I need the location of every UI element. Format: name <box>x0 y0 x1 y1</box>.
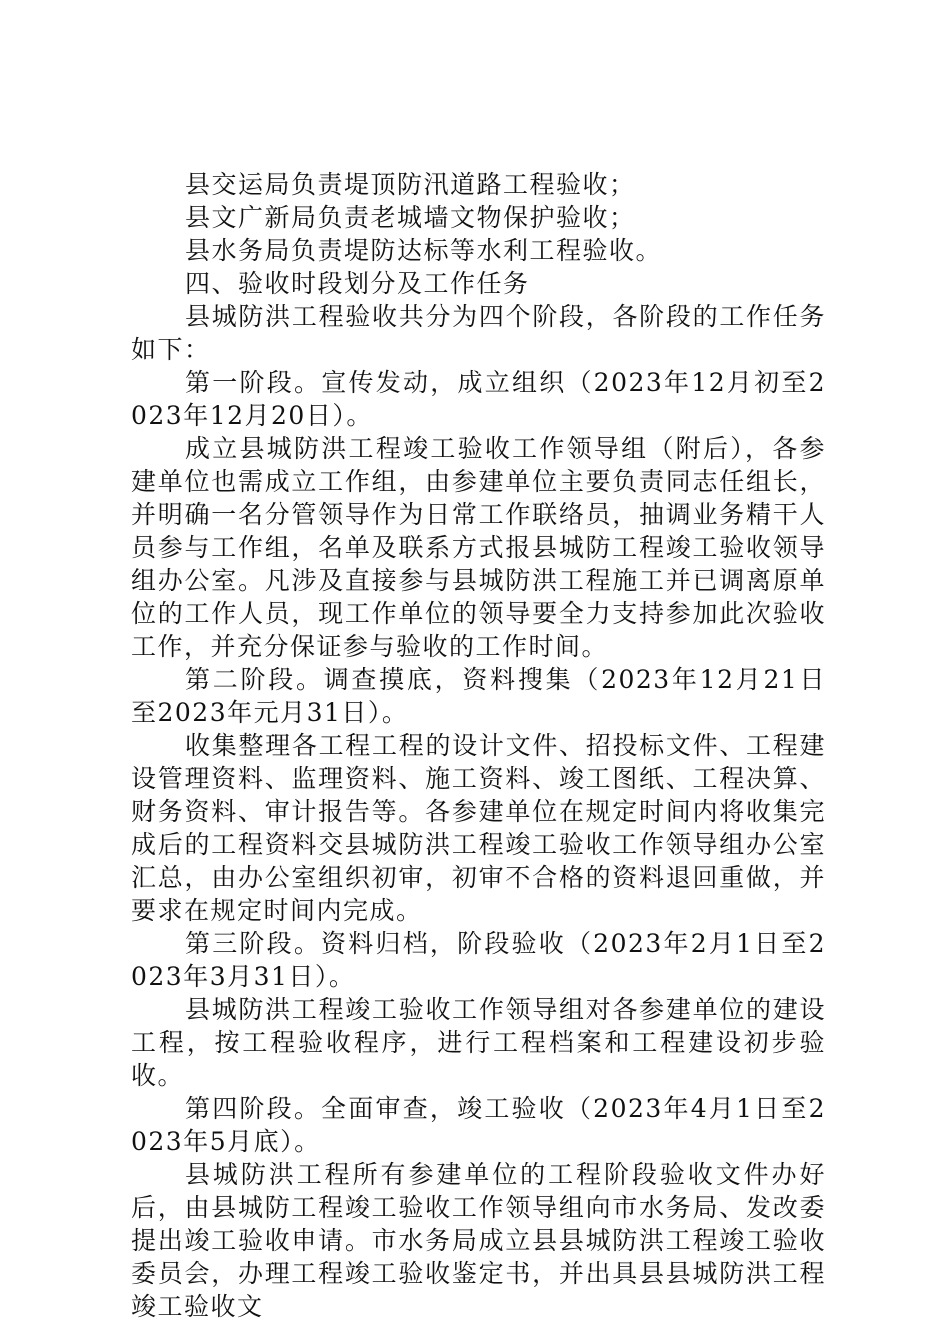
section-heading-acceptance-stages: 四、验收时段划分及工作任务 <box>185 269 530 298</box>
paragraph-transport-bureau: 县交运局负责堤顶防汛道路工程验收； <box>185 170 636 199</box>
stage-1-body: 成立县城防洪工程竣工验收工作领导组（附后），各参建单位也需成立工作组，由参建单位主要负责同志任组长，并明确一名分管领导作为日常工作联络员，抽调业务精干人员参与工作组，名单及联系方式报县城防工程竣工验收领导组办公室。凡涉及直接参与县城防洪工程施工并已调离原单位的工作人员，现工作单位的领导要全力支持参加此次验收工作，并充分保证参与验收的工作时间。 <box>131 434 826 661</box>
stage-3-heading: 第三阶段。资料归档，阶段验收（2023年2月1日至2023年3月31日）。 <box>131 929 826 991</box>
stage-4-body: 县城防洪工程所有参建单位的工程阶段验收文件办好后，由县城防工程竣工验收工作领导组向市水务局、发改委提出竣工验收申请。市水务局成立县县城防洪工程竣工验收委员会，办理工程竣工验收鉴定书，并出具县县城防洪工程竣工验收文 <box>131 1160 826 1321</box>
paragraph-water-bureau: 县水务局负责堤防达标等水利工程验收。 <box>185 236 663 265</box>
stage-4-heading: 第四阶段。全面审查，竣工验收（2023年4月1日至2023年5月底）。 <box>131 1094 826 1156</box>
paragraph-culture-bureau: 县文广新局负责老城墙文物保护验收； <box>185 203 636 232</box>
stage-3-body: 县城防洪工程竣工验收工作领导组对各参建单位的建设工程，按工程验收程序，进行工程档案和工程建设初步验收。 <box>131 995 826 1090</box>
stage-2-body: 收集整理各工程工程的设计文件、招投标文件、工程建设管理资料、监理资料、施工资料、竣工图纸、工程决算、财务资料、审计报告等。各参建单位在规定时间内将收集完成后的工程资料交县城防洪工程竣工验收工作领导组办公室汇总，由办公室组织初审，初审不合格的资料退回重做，并要求在规定时间内完成。 <box>131 731 826 925</box>
stage-1-heading: 第一阶段。宣传发动，成立组织（2023年12月初至2023年12月20日）。 <box>131 368 826 430</box>
stage-2-heading: 第二阶段。调查摸底，资料搜集（2023年12月21日至2023年元月31日）。 <box>131 665 826 727</box>
paragraph-stages-intro: 县城防洪工程验收共分为四个阶段，各阶段的工作任务如下： <box>131 302 826 364</box>
document-body <box>131 168 826 1323</box>
